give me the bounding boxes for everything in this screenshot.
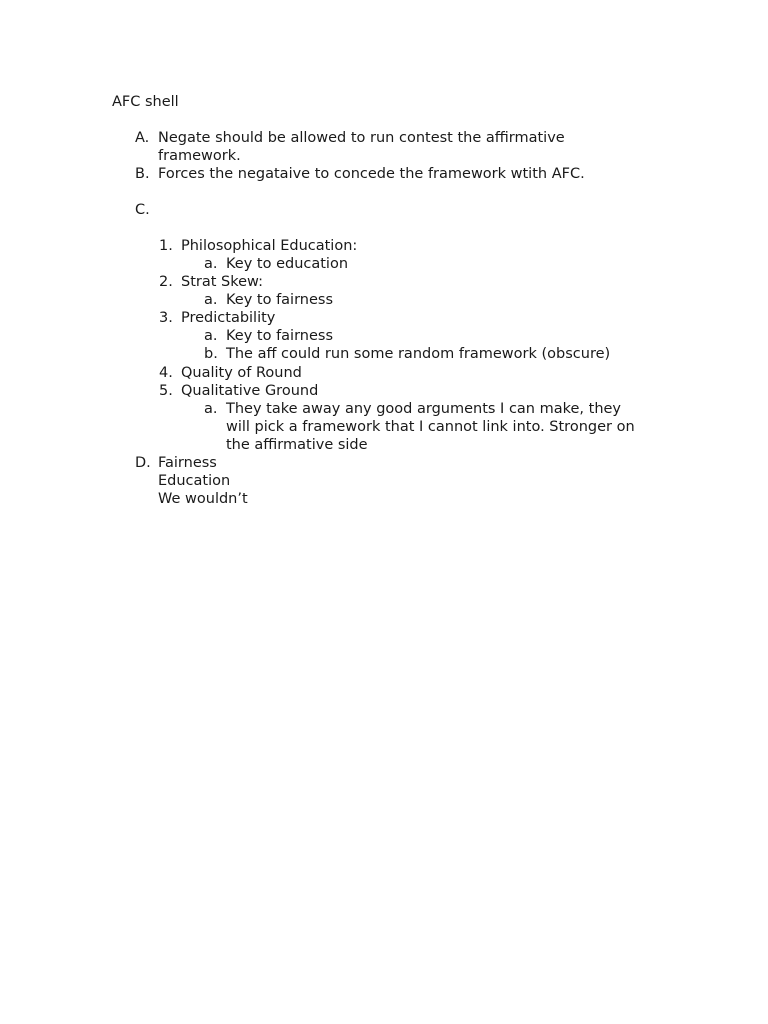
numbered-marker-1: 1. bbox=[159, 238, 173, 254]
numbered-item-5: Qualitative Ground bbox=[181, 383, 319, 399]
sub-item-5a-line3: the affirmative side bbox=[226, 437, 368, 453]
numbered-marker-2: 2. bbox=[159, 274, 173, 290]
numbered-marker-5: 5. bbox=[159, 383, 173, 399]
outline-item-b: Forces the negataive to concede the framework wtith AFC. bbox=[158, 166, 585, 182]
outline-marker-a: A. bbox=[135, 130, 150, 146]
numbered-item-1: Philosophical Education: bbox=[181, 238, 358, 254]
document-title-text: AFC shell bbox=[112, 94, 179, 110]
outline-item-d-line3: We wouldn’t bbox=[158, 491, 248, 507]
sub-item-3b: The aff could run some random framework (obscure) bbox=[226, 346, 611, 362]
outline-marker-c: C. bbox=[135, 202, 150, 218]
sub-marker-2a: a. bbox=[204, 292, 218, 308]
sub-marker-3b: b. bbox=[204, 346, 218, 362]
outline-item-a-line2: framework. bbox=[158, 148, 241, 164]
outline-marker-d: D. bbox=[135, 455, 151, 471]
sub-marker-3a: a. bbox=[204, 328, 218, 344]
outline-item-d-line1: Fairness bbox=[158, 455, 217, 471]
sub-item-5a-line1: They take away any good arguments I can make, they bbox=[226, 401, 622, 417]
sub-item-5a-line2: will pick a framework that I cannot link into. Stronger on bbox=[226, 419, 635, 435]
sub-marker-5a: a. bbox=[204, 401, 218, 417]
numbered-item-3: Predictability bbox=[181, 310, 276, 326]
numbered-item-2: Strat Skew: bbox=[181, 274, 263, 290]
outline-item-a-line1: Negate should be allowed to run contest the affirmative bbox=[158, 130, 565, 146]
outline-marker-b: B. bbox=[135, 166, 150, 182]
numbered-marker-3: 3. bbox=[159, 310, 173, 326]
sub-item-3a: Key to fairness bbox=[226, 328, 334, 344]
sub-item-1a: Key to education bbox=[226, 256, 349, 272]
numbered-marker-4: 4. bbox=[159, 365, 173, 381]
numbered-item-4: Quality of Round bbox=[181, 365, 302, 381]
sub-item-2a: Key to fairness bbox=[226, 292, 334, 308]
outline-item-d-line2: Education bbox=[158, 473, 231, 489]
sub-marker-1a: a. bbox=[204, 256, 218, 272]
